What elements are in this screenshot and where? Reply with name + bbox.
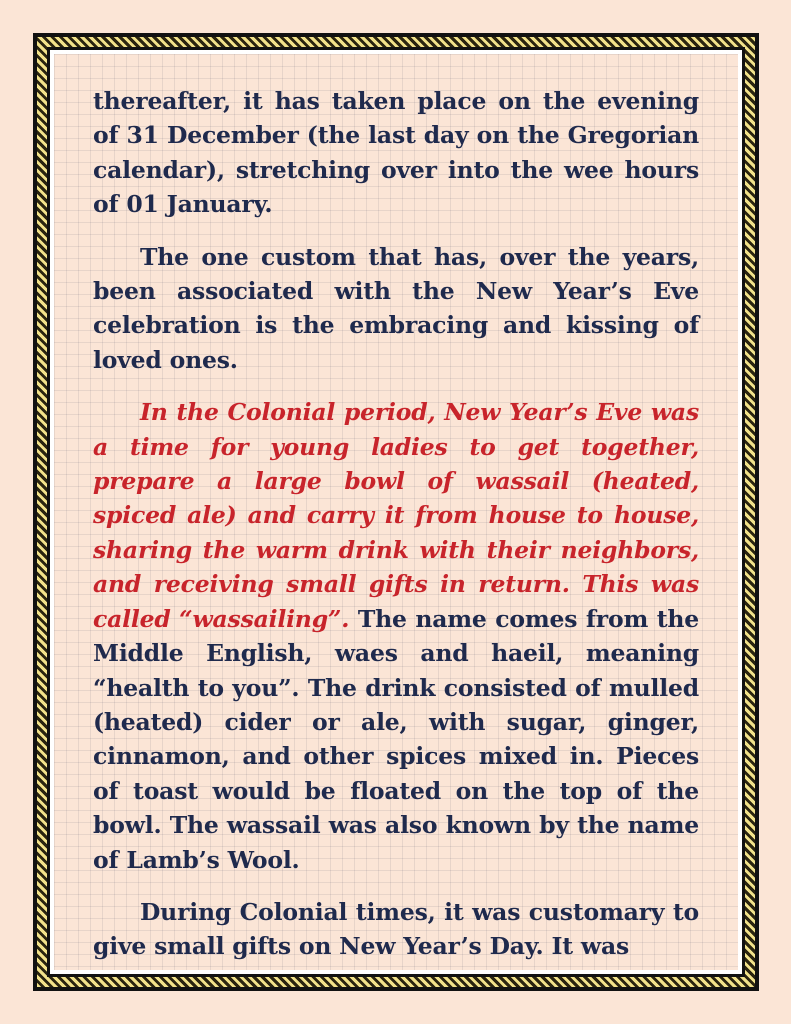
paragraph-custom: The one custom that has, over the years, been associated with the New Year’s Eve celebration is the embracing and kissing of loved ones. [93, 242, 699, 374]
paragraph-continuation: thereafter, it has taken place on the evening of 31 December (the last day on the Gregorian calendar), stretching over into the wee hours of 01 January. [93, 87, 699, 219]
document-body [93, 84, 699, 982]
wassail-explanation-text: The name comes from the Middle English, waes and haeil, meaning “health to you”. The drink consisted of mulled (heated) cider or ale, with sugar, ginger, cinnamon, and other spices mixed in. Pieces of toast would be floated on the top of the bowl. The wassail was also known by the name of Lamb’s Wool. [93, 604, 699, 874]
colonial-highlight-text: In the Colonial period, New Year’s Eve was a time for young ladies to get together, prepare a large bowl of wassail (heated, spiced ale) and carry it from house to house, sharing the warm drink with their neighbors, and receiving small gifts in return. This was called “wassailing”. [93, 398, 699, 633]
paragraph-gifts: During Colonial times, it was customary to give small gifts on New Year’s Day. It was [93, 897, 699, 961]
paragraph-wassail [93, 395, 699, 877]
